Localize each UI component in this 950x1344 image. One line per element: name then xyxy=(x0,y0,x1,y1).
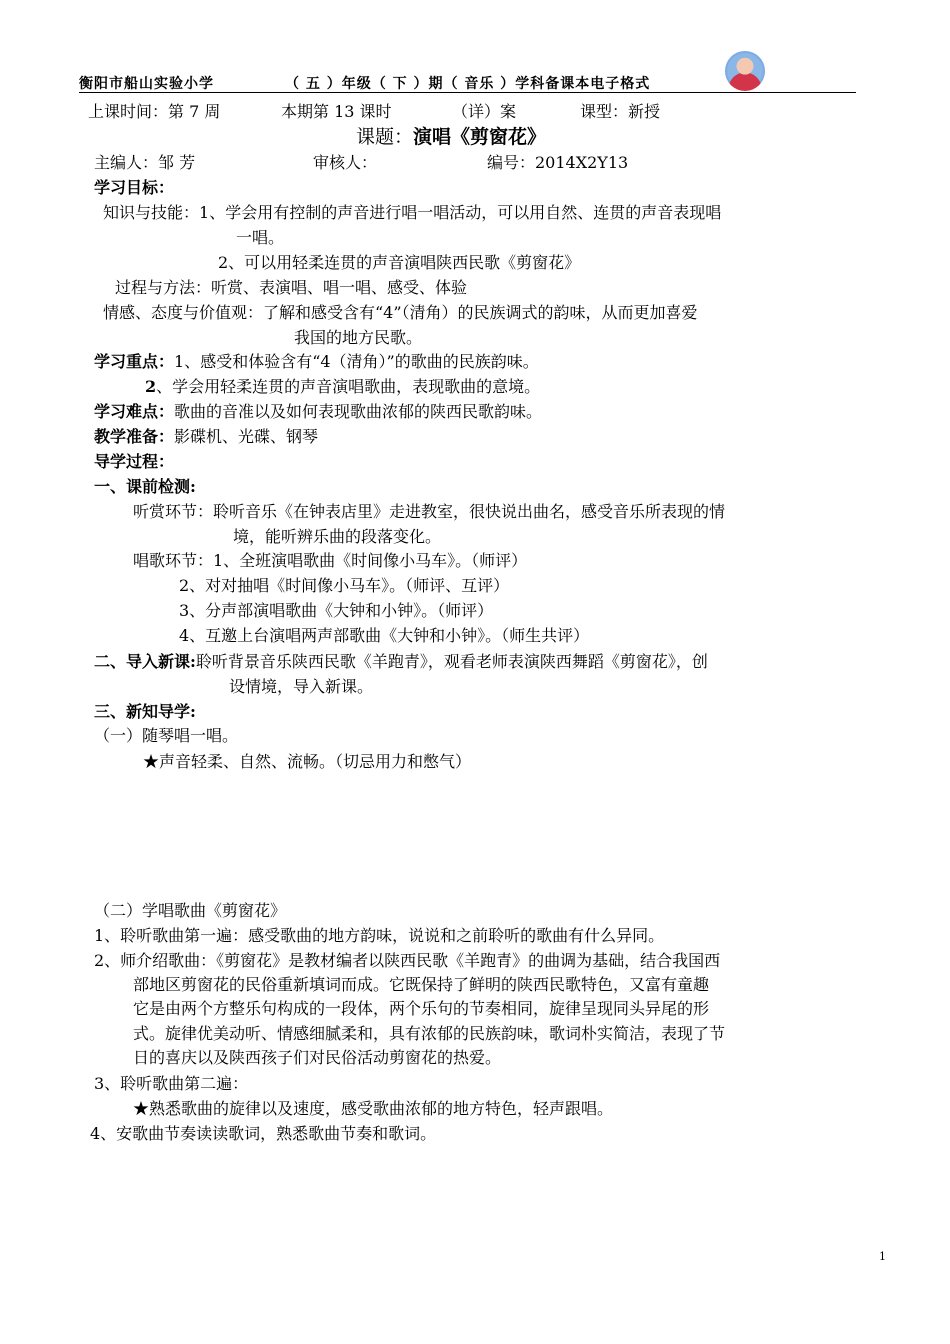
key-point-2-num: 2 xyxy=(145,377,157,396)
key-points-2 xyxy=(145,375,540,399)
process-method: 过程与方法：听赏、表演唱、唱一唱、感受、体验 xyxy=(115,278,468,297)
avatar-logo xyxy=(725,51,765,91)
editor: 主编人：邹 芳 xyxy=(94,153,196,172)
key-point-1: 1、感受和体验含有“4（清角）”的歌曲的民族韵味。 xyxy=(174,352,539,371)
emotion-b: 我国的地方民歌。 xyxy=(294,328,423,347)
difficulty-label: 学习难点： xyxy=(94,402,175,421)
preparation-text: 影碟机、光碟、钢琴 xyxy=(174,427,319,446)
key-points-label: 学习重点： xyxy=(94,352,175,371)
preparation-label: 教学准备： xyxy=(94,427,175,446)
section-1-heading: 一、课前检测: xyxy=(94,477,196,496)
lesson-period: 本期第 13 课时 xyxy=(281,102,392,121)
page-title xyxy=(356,125,546,149)
preparation xyxy=(94,425,318,449)
sing-2: 2、对对抽唱《时间像小马车》。（师评、互评） xyxy=(179,576,510,595)
item-4: 4、安歌曲节奏读读歌词，熟悉歌曲节奏和歌词。 xyxy=(90,1124,437,1143)
sub-1-note: ★声音轻柔、自然、流畅。（切忌用力和憋气） xyxy=(143,752,472,771)
key-point-2: 、学会用轻柔连贯的声音演唱歌曲，表现歌曲的意境。 xyxy=(156,377,541,396)
item-1: 1、聆听歌曲第一遍：感受歌曲的地方韵味，说说和之前聆听的歌曲有什么异同。 xyxy=(94,926,665,945)
plan-detail: （详）案 xyxy=(452,102,517,121)
knowledge-2: 2、可以用轻柔连贯的声音演唱陕西民歌《剪窗花》 xyxy=(218,253,581,272)
process-heading: 导学过程： xyxy=(94,452,175,471)
title-text: 演唱《剪窗花》 xyxy=(413,126,547,148)
doc-number: 编号：2014X2Y13 xyxy=(487,153,629,172)
lesson-type: 课型：新授 xyxy=(580,102,661,121)
page-number: 1 xyxy=(879,1250,886,1263)
item-2-e: 日的喜庆以及陕西孩子们对民俗活动剪窗花的热爱。 xyxy=(133,1048,502,1067)
title-label: 课题： xyxy=(356,126,414,148)
item-2-c: 它是由两个方整乐句构成的一段体，两个乐句的节奏相同，旋律呈现同头异尾的形 xyxy=(133,999,710,1018)
objectives-heading: 学习目标： xyxy=(94,178,175,197)
section-2-text-a: 聆听背景音乐陕西民歌《羊跑青》，观看老师表演陕西舞蹈《剪窗花》，创 xyxy=(195,652,708,671)
item-2-b: 部地区剪窗花的民俗重新填词而成。它既保持了鲜明的陕西民歌特色，又富有童趣 xyxy=(133,975,710,994)
section-2-text-b: 设情境，导入新课。 xyxy=(229,677,374,696)
subject-line: （ 五 ）年级（ 下 ）期（ 音乐 ）学科备课本电子格式 xyxy=(285,76,651,92)
header-rule xyxy=(79,92,856,93)
difficulty-text: 歌曲的音准以及如何表现歌曲浓郁的陕西民歌韵味。 xyxy=(174,402,543,421)
item-2-d: 式。旋律优美动听、情感细腻柔和，具有浓郁的民族韵味，歌词朴实简洁，表现了节 xyxy=(133,1024,726,1043)
school-name: 衡阳市船山实验小学 xyxy=(79,76,214,92)
item-3-note: ★熟悉歌曲的旋律以及速度，感受歌曲浓郁的地方特色，轻声跟唱。 xyxy=(133,1099,614,1118)
sing-3: 3、分声部演唱歌曲《大钟和小钟》。（师评） xyxy=(179,601,494,620)
section-3-heading: 三、新知导学: xyxy=(94,702,196,721)
difficulty xyxy=(94,400,542,424)
knowledge-line-1 xyxy=(103,201,721,225)
section-2-line-1 xyxy=(94,650,708,674)
section-2-heading: 二、导入新课: xyxy=(94,652,196,671)
item-3: 3、聆听歌曲第二遍： xyxy=(94,1074,249,1093)
reviewer: 审核人： xyxy=(313,153,378,172)
knowledge-1b: 一唱。 xyxy=(236,228,285,247)
listen-a: 听赏环节：聆听音乐《在钟表店里》走进教室，很快说出曲名，感受音乐所表现的情 xyxy=(133,502,726,521)
sub-1: （一）随琴唱一唱。 xyxy=(94,726,239,745)
item-2-a: 2、师介绍歌曲：《剪窗花》是教材编者以陕西民歌《羊跑青》的曲调为基础，结合我国西 xyxy=(94,951,721,970)
sub-2: （二）学唱歌曲《剪窗花》 xyxy=(94,901,287,920)
listen-b: 境，能听辨乐曲的段落变化。 xyxy=(233,527,442,546)
class-time: 上课时间：第 7 周 xyxy=(88,102,221,121)
sing-4: 4、互邀上台演唱两声部歌曲《大钟和小钟》。（师生共评） xyxy=(179,626,590,645)
knowledge-1a: 1、学会用有控制的声音进行唱一唱活动，可以用自然、连贯的声音表现唱 xyxy=(199,203,722,222)
knowledge-label: 知识与技能： xyxy=(103,203,200,222)
emotion-a: 情感、态度与价值观：了解和感受含有“4”（清角）的民族调式的韵味，从而更加喜爱 xyxy=(103,303,698,322)
sing-1: 唱歌环节：1、全班演唱歌曲《时间像小马车》。（师评） xyxy=(133,551,528,570)
key-points-1 xyxy=(94,350,539,374)
